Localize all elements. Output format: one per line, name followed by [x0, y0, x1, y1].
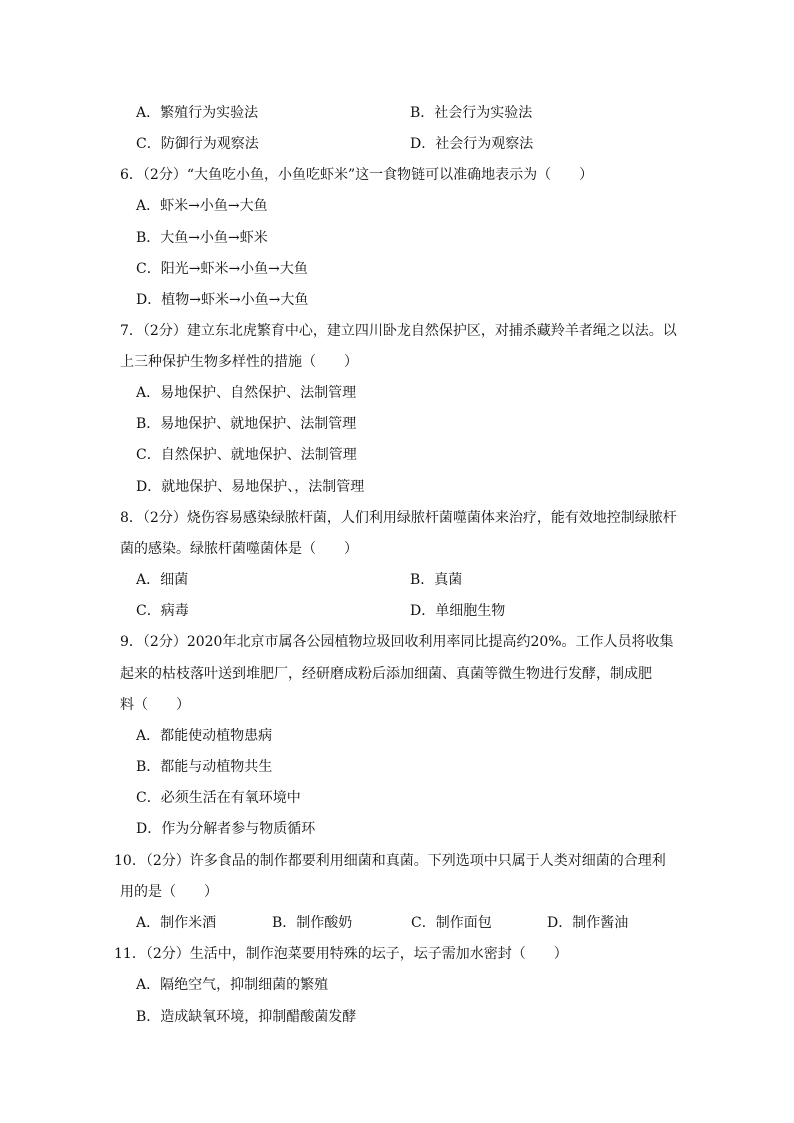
q10-option-b: B．制作酸奶 — [272, 915, 353, 931]
q5-option-b: B．社会行为实验法 — [410, 105, 533, 121]
q7-option-d: D．就地保护、易地保护、，法制管理 — [136, 479, 365, 495]
q6-option-c: C．阳光→虾米→小鱼→大鱼 — [136, 261, 308, 277]
q10-stem-line2: 用的是（ ） — [120, 884, 218, 900]
q9-option-b: B．都能与动植物共生 — [136, 759, 273, 775]
q11-stem: 11．（2分）生活中，制作泡菜要用特殊的坛子，坛子需加水密封（ ） — [114, 946, 568, 962]
q10-option-a: A．制作米酒 — [136, 915, 217, 931]
q11-option-b: B．造成缺氧环境，抑制醋酸菌发酵 — [136, 1009, 357, 1025]
q10-stem-line1: 10．（2分）许多食品的制作都要利用细菌和真菌。下列选项中只属于人类对细菌的合理利 — [114, 853, 666, 869]
q5-option-d: D．社会行为观察法 — [410, 136, 534, 152]
q8-stem-line1: 8．（2分）烧伤容易感染绿脓杆菌，人们利用绿脓杆菌噬菌体来治疗，能有效地控制绿脓杆 — [120, 510, 677, 526]
q7-option-b: B．易地保护、就地保护、法制管理 — [136, 416, 357, 432]
q10-option-d: D．制作酱油 — [547, 915, 629, 931]
q6-option-b: B．大鱼→小鱼→虾米 — [136, 230, 268, 246]
q9-stem-line1: 9．（2分）2020年北京市属各公园植物垃圾回收利用率同比提高约20%。工作人员将收集 — [120, 634, 674, 650]
q7-stem-line1: 7．（2分）建立东北虎繁育中心，建立四川卧龙自然保护区，对捕杀藏羚羊者绳之以法。以 — [120, 323, 677, 339]
q9-option-c: C．必须生活在有氧环境中 — [136, 790, 301, 806]
q6-option-a: A．虾米→小鱼→大鱼 — [136, 198, 268, 214]
q7-stem-line2: 上三种保护生物多样性的措施（ ） — [120, 354, 358, 370]
q7-option-c: C．自然保护、就地保护、法制管理 — [136, 447, 357, 463]
q9-stem-line3: 料（ ） — [120, 697, 190, 713]
q6-option-d: D．植物→虾米→小鱼→大鱼 — [136, 292, 309, 308]
q8-option-b: B．真菌 — [410, 572, 463, 588]
q11-option-a: A．隔绝空气，抑制细菌的繁殖 — [136, 977, 329, 993]
q5-option-c: C．防御行为观察法 — [136, 136, 259, 152]
q9-option-d: D．作为分解者参与物质循环 — [136, 821, 316, 837]
q8-option-c: C．病毒 — [136, 603, 189, 619]
q6-stem: 6．（2分）“大鱼吃小鱼，小鱼吃虾米”这一食物链可以准确地表示为（ ） — [120, 167, 594, 183]
q9-stem-line2: 起来的枯枝落叶送到堆肥厂，经研磨成粉后添加细菌、真菌等微生物进行发酵，制成肥 — [120, 666, 652, 682]
q5-option-a: A．繁殖行为实验法 — [136, 105, 259, 121]
q8-option-d: D．单细胞生物 — [410, 603, 506, 619]
q8-option-a: A．细菌 — [136, 572, 189, 588]
q7-option-a: A．易地保护、自然保护、法制管理 — [136, 385, 357, 401]
q10-option-c: C．制作面包 — [411, 915, 492, 931]
q8-stem-line2: 菌的感染。绿脓杆菌噬菌体是（ ） — [120, 541, 358, 557]
q9-option-a: A．都能使动植物患病 — [136, 728, 273, 744]
